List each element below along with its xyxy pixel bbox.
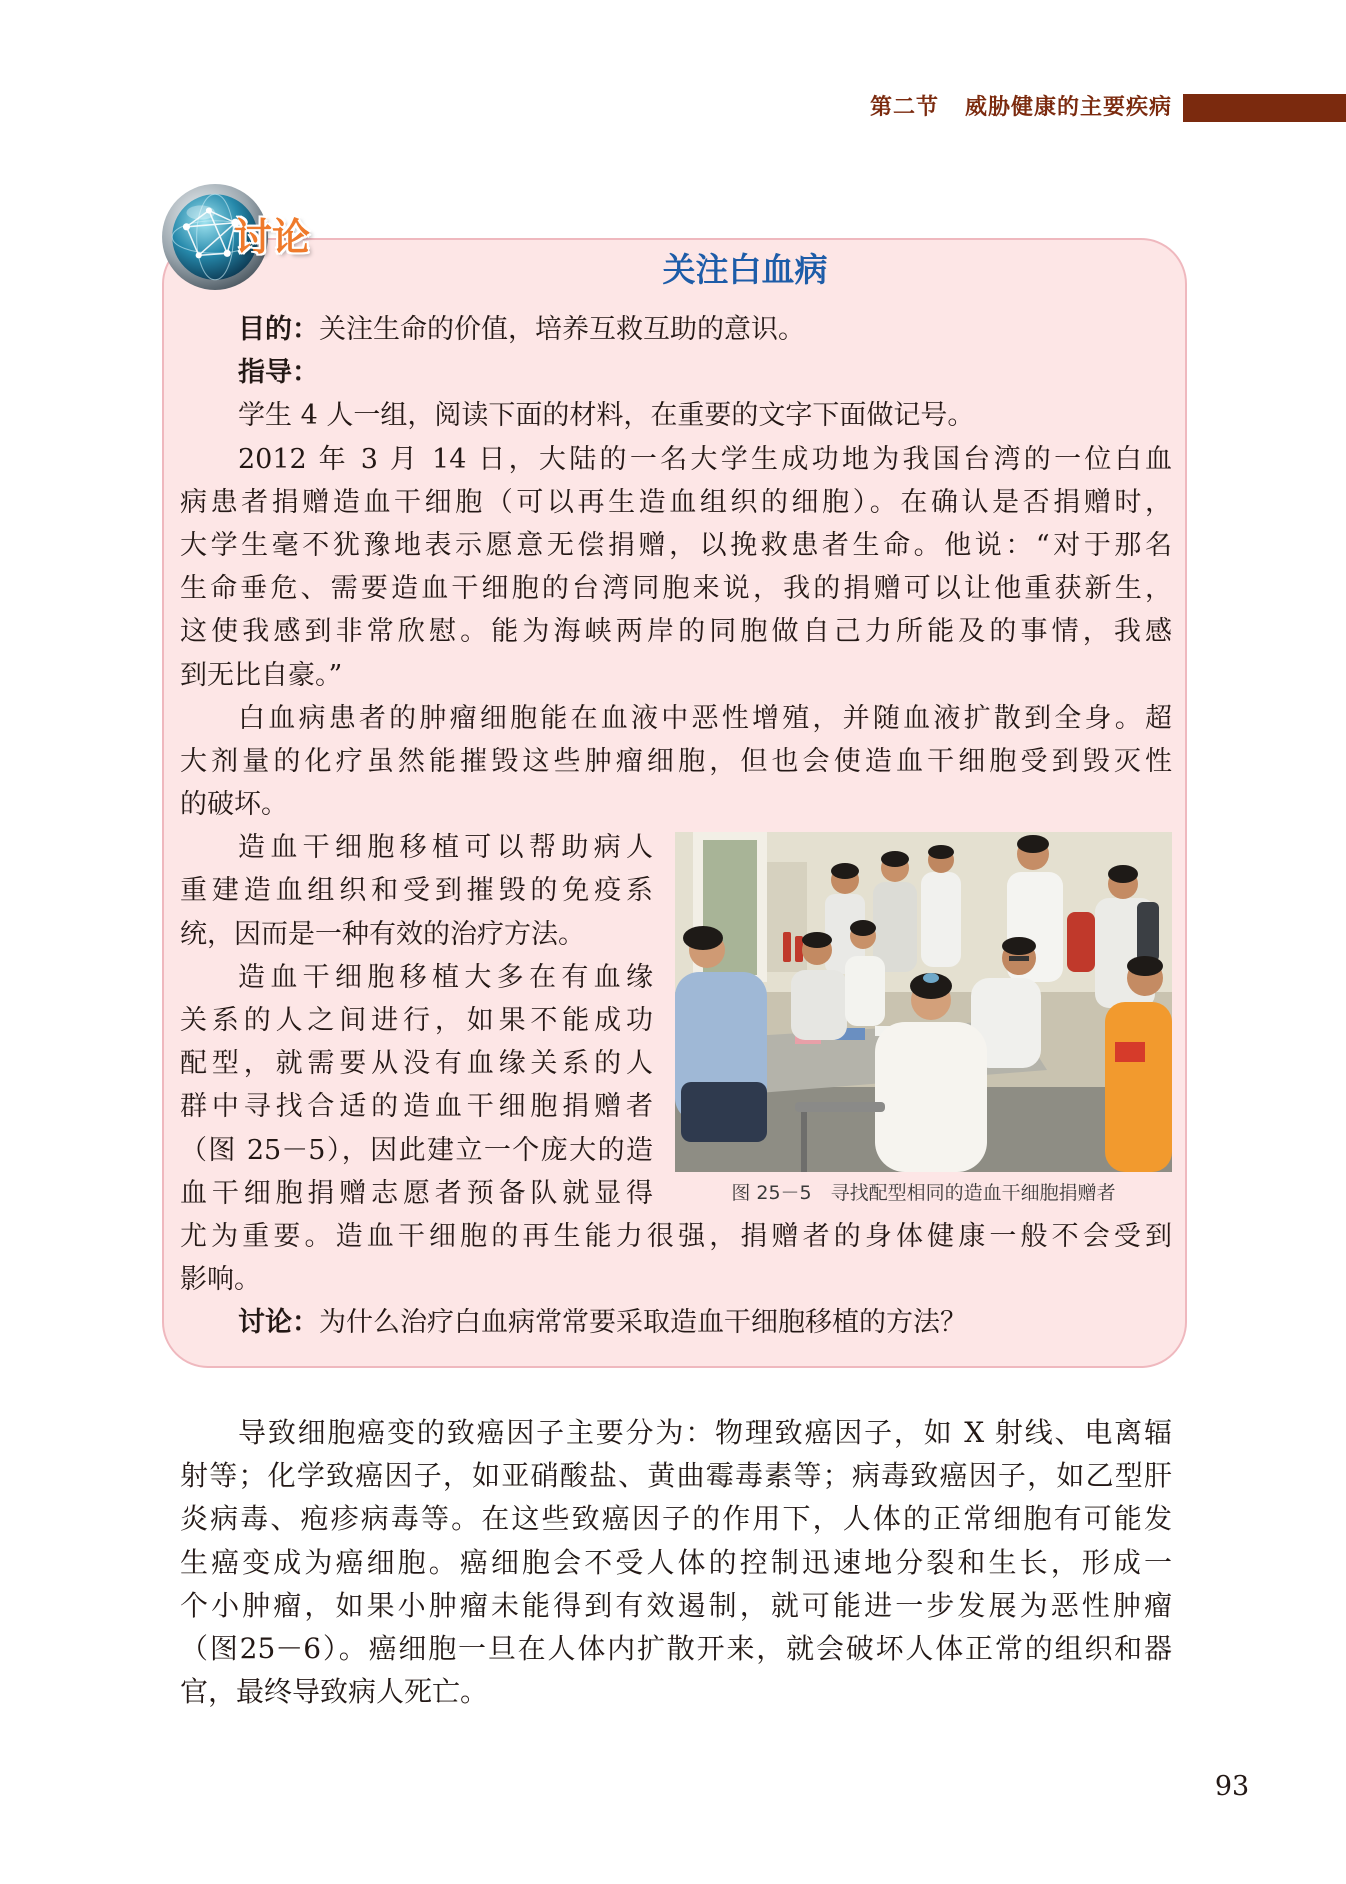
text-line: 白血病患者的肿瘤细胞能在血液中恶性增殖，并随血液扩散到全身。超: [238, 702, 1172, 734]
discussion-question: [180, 1301, 1172, 1344]
text-line: 到无比自豪。”: [180, 659, 343, 691]
text-line: 这使我感到非常欣慰。能为海峡两岸的同胞做自己力所能及的事情，我感: [180, 616, 1172, 648]
text-line: 统，因而是一种有效的治疗方法。: [180, 918, 585, 950]
purpose-line: [180, 308, 1172, 351]
figure-caption: 图 25－5 寻找配型相同的造血干细胞捐赠者: [731, 1182, 1116, 1204]
question-label: 讨论：: [238, 1307, 319, 1339]
text-line: 病患者捐赠造血干细胞（可以再生造血组织的细胞）。在确认是否捐赠时，: [180, 486, 1172, 518]
text-line: 配型，就需要从没有血缘关系的人: [180, 1048, 653, 1080]
text-line: （图25－6）。癌细胞一旦在人体内扩散开来，就会破坏人体正常的组织和器: [180, 1631, 1172, 1665]
guidance-heading: [180, 351, 1172, 394]
text-line: 个小肿瘤，如果小肿瘤未能得到有效遏制，就可能进一步发展为恶性肿瘤: [180, 1588, 1172, 1622]
text-line: 生癌变成为癌细胞。癌细胞会不受人体的控制迅速地分裂和生长，形成一: [180, 1545, 1172, 1579]
text-line: 生命垂危、需要造血干细胞的台湾同胞来说，我的捐赠可以让他重获新生，: [180, 573, 1172, 605]
text-line: （图 25－5），因此建立一个庞大的造: [180, 1134, 653, 1166]
text-line: 导致细胞癌变的致癌因子主要分为：物理致癌因子，如 X 射线、电离辐: [238, 1416, 1172, 1449]
text-line: 重建造血组织和受到摧毁的免疫系: [180, 875, 653, 907]
text-line: 血干细胞捐赠志愿者预备队就显得: [180, 1177, 653, 1209]
page-number: 93: [1214, 1771, 1250, 1802]
text-line: 造血干细胞移植大多在有血缘: [238, 961, 653, 993]
text-line: 射等；化学致癌因子，如亚硝酸盐、黄曲霉毒素等；病毒致癌因子，如乙型肝: [180, 1459, 1172, 1493]
text-line: 影响。: [180, 1264, 261, 1296]
text-line: 的破坏。: [180, 789, 288, 821]
question-text: 为什么治疗白血病常常要采取造血干细胞移植的方法？: [319, 1307, 967, 1339]
text-line: 2012 年 3 月 14 日，大陆的一名大学生成功地为我国台湾的一位白血: [238, 443, 1172, 475]
body-paragraph: [180, 1411, 1172, 1713]
text-line: 关系的人之间进行，如果不能成功: [180, 1005, 653, 1036]
purpose-label: 目的：: [238, 314, 319, 345]
donor-registration-photo: [675, 832, 1172, 1172]
text-line: 群中寻找合适的造血干细胞捐赠者: [180, 1091, 653, 1123]
text-line: 尤为重要。造血干细胞的再生能力很强，捐赠者的身体健康一般不会受到: [180, 1220, 1172, 1252]
header-title: 威胁健康的主要疾病: [964, 95, 1172, 120]
header-section: 第二节: [869, 95, 939, 120]
purpose-text: 关注生命的价值，培养互救互助的意识。: [319, 314, 805, 345]
text-line: 大学生毫不犹豫地表示愿意无偿捐赠，以挽救患者生命。他说：“对于那名: [180, 529, 1172, 561]
text-line: 造血干细胞移植可以帮助病人: [238, 832, 653, 864]
guidance-label: 指导：: [238, 357, 319, 389]
box-title: 关注白血病: [662, 250, 828, 289]
text-line: 大剂量的化疗虽然能摧毁这些肿瘤细胞，但也会使造血干细胞受到毁灭性: [180, 745, 1172, 777]
text-line: 炎病毒、疱疹病毒等。在这些致癌因子的作用下，人体的正常细胞有可能发: [180, 1502, 1172, 1536]
header-bar: [1183, 94, 1346, 122]
discussion-badge: 讨论: [234, 215, 311, 259]
guidance-text: 学生 4 人一组，阅读下面的材料，在重要的文字下面做记号。: [238, 400, 975, 432]
running-header: [870, 93, 1172, 123]
text-line: 官，最终导致病人死亡。: [180, 1675, 489, 1709]
